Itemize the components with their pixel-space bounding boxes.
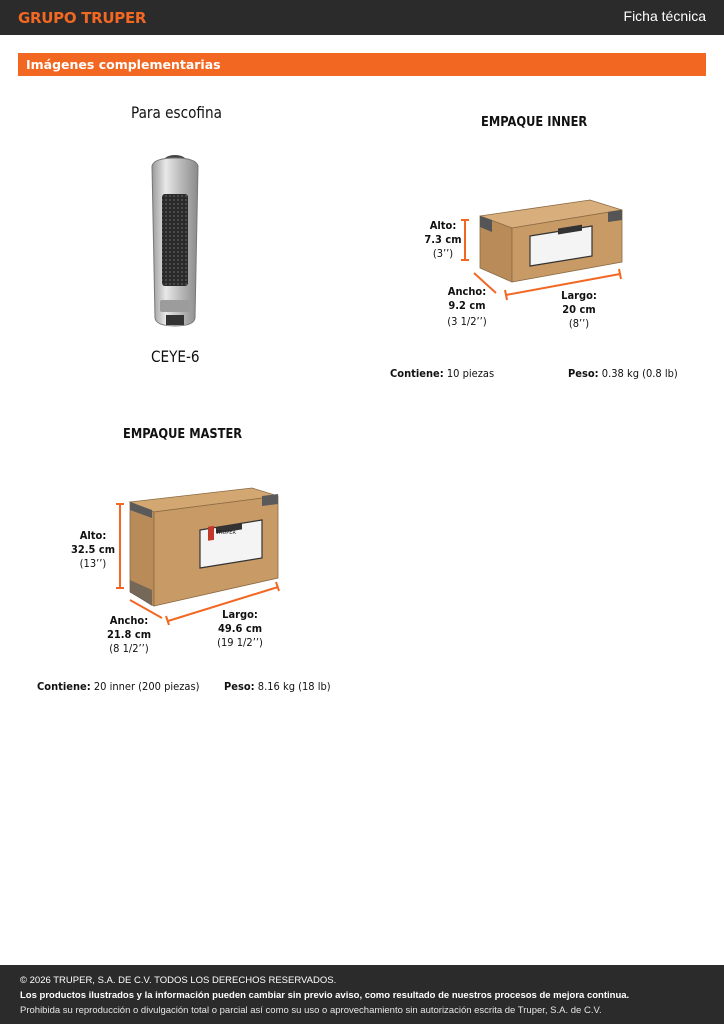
- inner-peso-label: Peso:: [568, 367, 599, 380]
- inner-largo-dimension: [557, 289, 602, 331]
- master-ancho-metric: 21.8 cm: [106, 628, 152, 641]
- section-title: Imágenes complementarias: [26, 57, 221, 72]
- inner-alto-metric: 7.3 cm: [424, 233, 462, 246]
- inner-alto-label: Alto:: [429, 219, 457, 232]
- inner-contiene-label: Contiene:: [390, 367, 444, 380]
- master-contiene: [37, 680, 199, 693]
- product-image: [140, 150, 210, 330]
- inner-contiene: [390, 367, 494, 380]
- master-alto-imperial: (13’’): [79, 557, 107, 570]
- master-largo-dimension: [213, 608, 267, 650]
- master-alto-label: Alto:: [79, 529, 107, 542]
- box-label-brand: TRUPER: [216, 530, 236, 536]
- inner-alto-dimension: [421, 219, 466, 261]
- master-contiene-label: Contiene:: [37, 680, 91, 693]
- master-peso: [224, 680, 331, 693]
- inner-largo-metric: 20 cm: [562, 303, 596, 316]
- inner-largo-imperial: (8’’): [568, 317, 590, 330]
- master-alto-dimension: [69, 529, 118, 571]
- footer: [0, 965, 724, 1024]
- master-peso-label: Peso:: [224, 680, 255, 693]
- inner-contiene-value: 10 piezas: [443, 367, 495, 380]
- inner-peso-value: 0.38 kg (0.8 lb): [598, 367, 678, 380]
- inner-ancho-metric: 9.2 cm: [448, 299, 486, 312]
- master-heading: EMPAQUE MASTER: [123, 427, 243, 442]
- footer-notice: Los productos ilustrados y la información pueden cambiar sin previo aviso, como resultado de nuestros procesos de mejora continua.: [20, 990, 630, 1001]
- master-largo-imperial: (19 1/2’’): [217, 636, 263, 649]
- master-contiene-value: 20 inner (200 piezas): [90, 680, 200, 693]
- master-ancho-imperial: (8 1/2’’): [109, 642, 149, 655]
- master-ancho-label: Ancho:: [109, 614, 149, 627]
- master-largo-label: Largo:: [222, 608, 258, 621]
- inner-alto-imperial: (3’’): [432, 247, 454, 260]
- inner-ancho-imperial: (3 1/2’’): [447, 315, 487, 328]
- product-model: CEYE-6: [151, 347, 200, 366]
- inner-heading: EMPAQUE INNER: [481, 115, 588, 130]
- footer-legal: Prohibida su reproducción o divulgación total o parcial así como su uso o aprovechamiento sin autorización escrita de Truper, S.A. de C.V.: [20, 1005, 602, 1016]
- master-largo-metric: 49.6 cm: [217, 622, 263, 635]
- master-peso-value: 8.16 kg (18 lb): [254, 680, 331, 693]
- document-type: Ficha técnica: [623, 8, 706, 24]
- inner-largo-label: Largo:: [561, 289, 597, 302]
- master-ancho-dimension: [103, 614, 155, 656]
- master-alto-metric: 32.5 cm: [70, 543, 116, 556]
- product-title: Para escofina: [131, 103, 222, 122]
- footer-copyright: © 2026 TRUPER, S.A. DE C.V. TODOS LOS DERECHOS RESERVADOS.: [20, 975, 337, 986]
- master-box-illustration: [109, 484, 284, 627]
- inner-peso: [568, 367, 678, 380]
- top-bar: [0, 0, 724, 35]
- inner-ancho-label: Ancho:: [447, 285, 487, 298]
- brand-logo: GRUPO TRUPER: [18, 9, 147, 27]
- inner-ancho-dimension: [442, 285, 492, 329]
- section-header: [18, 53, 706, 76]
